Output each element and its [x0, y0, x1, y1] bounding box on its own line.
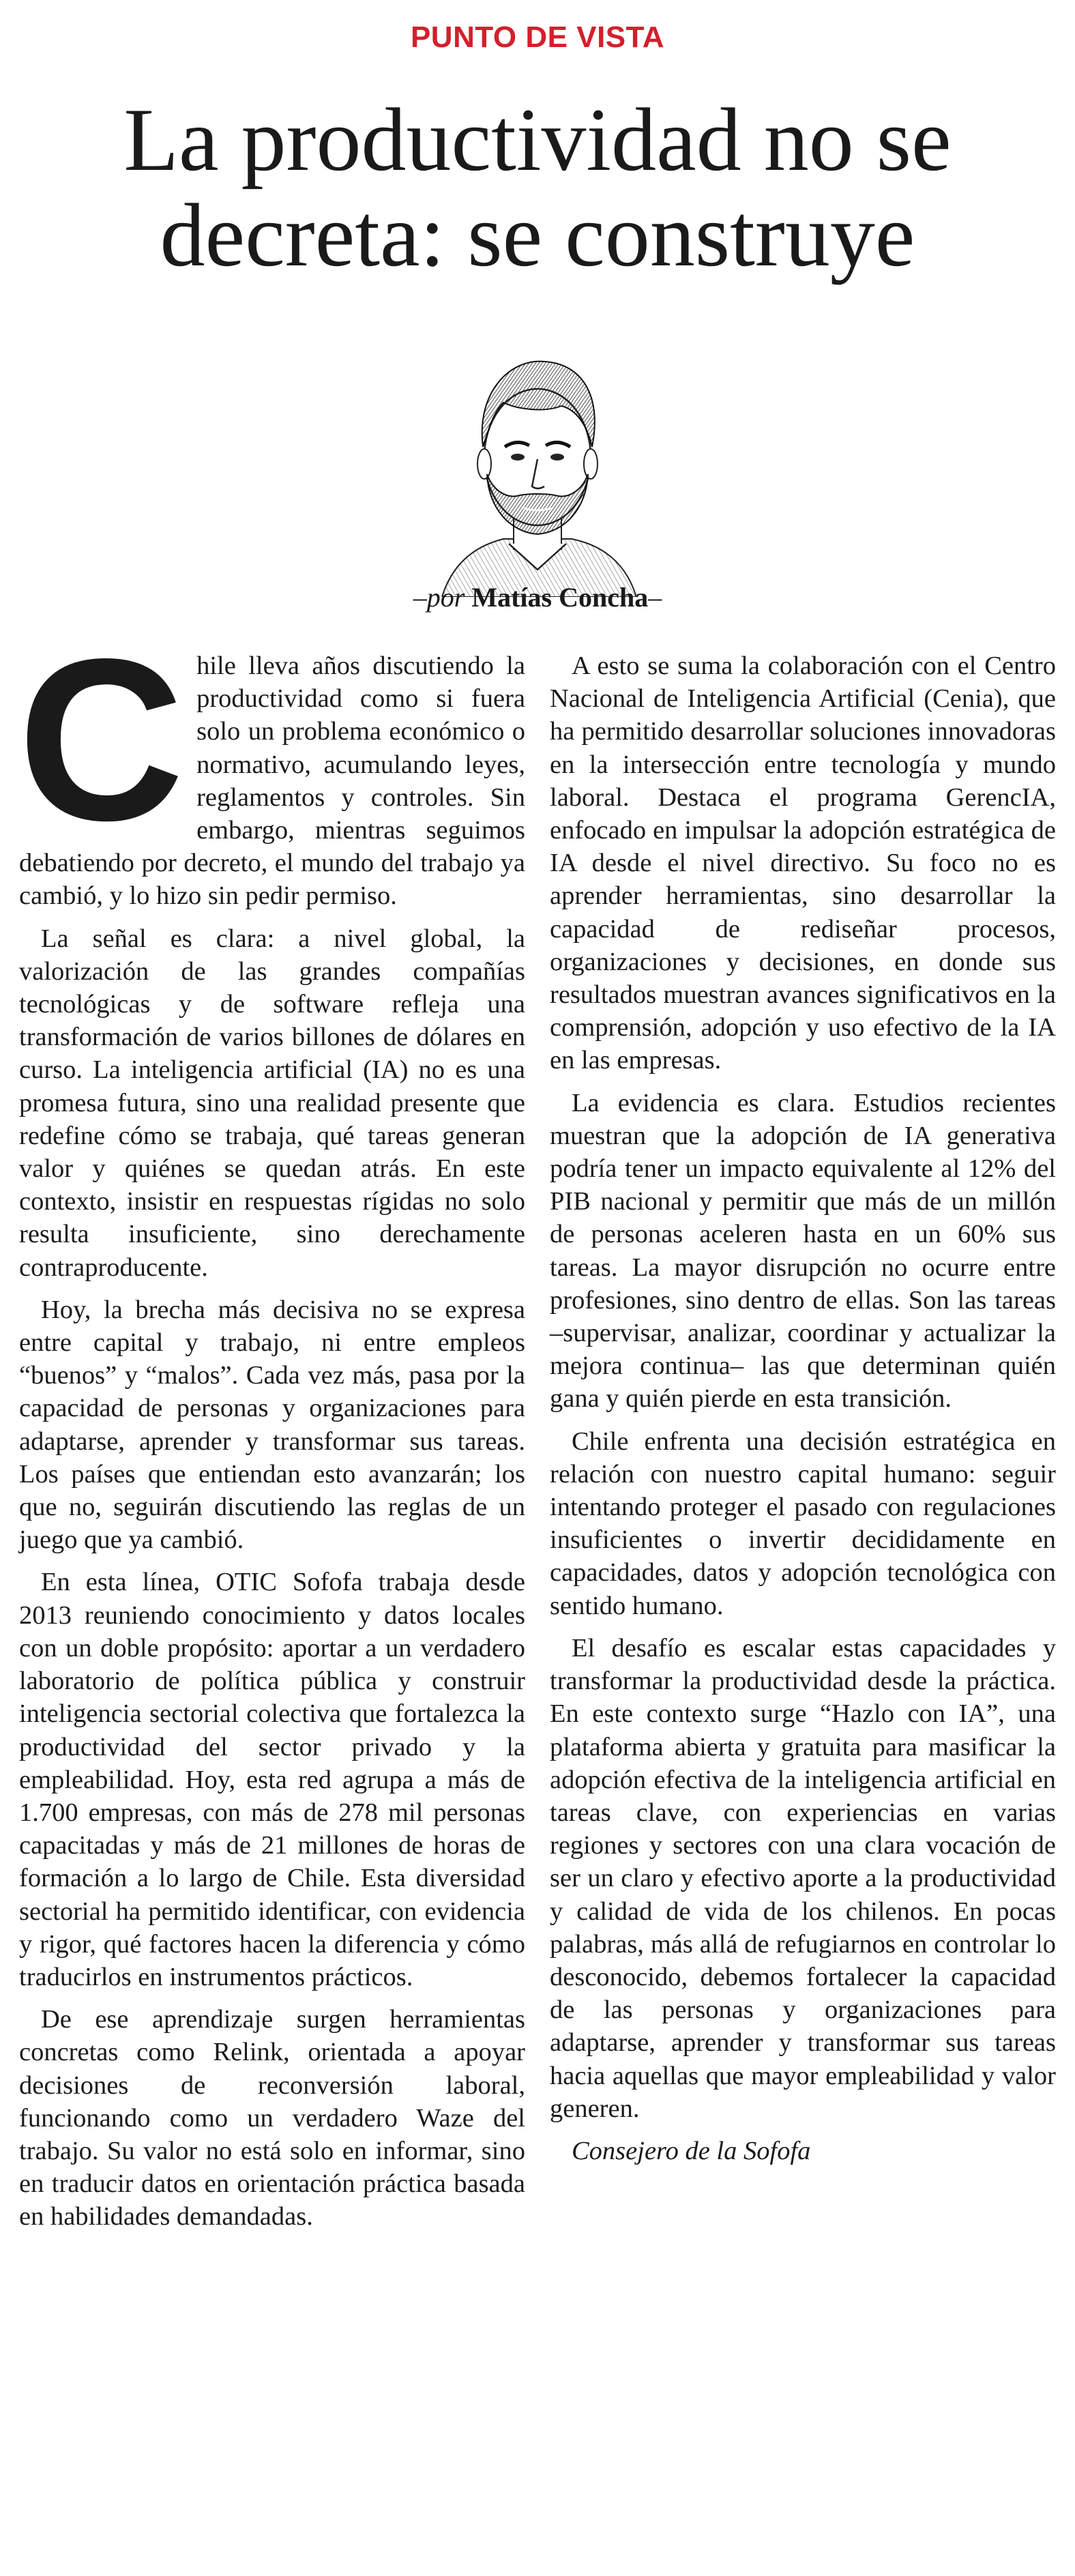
- article-paragraph: De ese aprendizaje surgen herramientas concretas como Relink, orientada a apoyar decisiones de reconversión laboral, funcionando como un verdadero Waze del trabajo. Su valor no está solo en informar, sino en traducir datos en orientación práctica basada en habilidades demandadas.: [19, 2005, 525, 2231]
- headline: La productividad no se decreta: se construye: [123, 89, 952, 285]
- author-portrait-illustration: [428, 345, 647, 597]
- article-paragraph: Chile enfrenta una decisión estratégica en relación con nuestro capital humano: seguir intentando proteger el pasado con regulaciones insuficientes o invertir decididamente en capacidades, datos y adopción tecnológica con sentido humano.: [550, 1426, 1056, 1620]
- article-column-left: [18, 611, 525, 2243]
- byline-suffix: –: [648, 582, 662, 613]
- article-paragraph: La señal es clara: a nivel global, la valorización de las grandes compañías tecnológicas y de software refleja una transformación de varios billones de dólares en curso. La inteligencia artificial (IA) no es una promesa futura, sino una realidad presente que redefine cómo se trabaja, qué tareas generan valor y quiénes se quedan atrás. En este contexto, insistir en respuestas rígidas no solo resulta insuficiente, sino derechamente contraproducente.: [19, 924, 525, 1282]
- article-paragraph: A esto se suma la colaboración con el Centro Nacional de Inteligencia Artificial (Cenia), que ha permitido desarrollar soluciones innovadoras en la intersección entre tecnología y mundo laboral. Destaca el programa GerencIA, enfocado en impulsar la adopción estratégica de IA desde el nivel directivo. Su foco no es aprender herramientas, sino desarrollar la capacidad de rediseñar procesos, organizaciones y decisiones, en donde sus resultados muestran avances significativos en la comprensión, adopción y uso efectivo de la IA en las empresas.: [550, 652, 1056, 1075]
- article-paragraph: En esta línea, OTIC Sofofa trabaja desde 2013 reuniendo conocimiento y datos locales con un doble propósito: aportar a un verdadero laboratorio de política pública y construir inteligencia sectorial colectiva que fortalezca la productividad del sector privado y la empleabilidad. Hoy, esta red agrupa a más de 1.700 empresas, con más de 278 mil personas capacitadas y más de 21 millones de horas de formación a lo largo de Chile. Esta diversidad sectorial ha permitido identificar, con evidencia y rigor, qué factores hacen la diferencia y cómo traducirlos en instrumentos prácticos.: [19, 1568, 525, 1991]
- article-paragraph: La evidencia es clara. Estudios recientes muestran que la adopción de IA generativa podría tener un impacto equivalente al 12% del PIB nacional y permitir que más de un millón de personas aceleren hasta en un 60% sus tareas. La mayor disrupción no ocurre entre profesiones, sino dentro de ellas. Son las tareas –supervisar, analizar, coordinar y actualizar la mejora continua– las que determinan quién gana y quién pierde en esta transición.: [550, 1088, 1056, 1414]
- article-column-right: [550, 649, 1056, 2177]
- byline: [0, 581, 1075, 613]
- byline-prefix: –por: [413, 582, 465, 613]
- article-paragraph: [18, 611, 525, 913]
- drop-cap: C: [18, 611, 185, 868]
- article-paragraph: El desafío es escalar estas capacidades y transformar la productividad desde la práctica. En este contexto surge “Hazlo con IA”, una plataforma abierta y gratuita para masificar la adopción efectiva de la inteligencia artificial en tareas clave, con experiencias en varias regiones y sectores con una clara vocación de ser un claro y efectivo aporte a la productividad y calidad de vida de los chilenos. En pocas palabras, más allá de refugiarnos en controlar lo desconocido, debemos fortalecer la capacidad de las personas y organizaciones para adaptarse, aprender y transformar sus tareas hacia aquellas que mayor empleabilidad y valor generen.: [550, 1633, 1056, 2123]
- section-label: PUNTO DE VISTA: [410, 20, 665, 54]
- article-paragraph: Hoy, la brecha más decisiva no se expresa entre capital y trabajo, ni entre empleos “buenos” y “malos”. Cada vez más, pasa por la capacidad de personas y organizaciones para adaptarse, aprender y transformar sus tareas. Los países que entiendan esto avanzarán; los que no, seguirán discutiendo las reglas de un juego que ya cambió.: [19, 1295, 525, 1555]
- author-signature: Consejero de la Sofofa: [572, 2136, 811, 2165]
- author-name: Matías Concha: [471, 582, 649, 613]
- paragraph-text: hile lleva años discutiendo la productividad como si fuera solo un problema económico o normativo, acumulando leyes, reglamentos y controles. Sin embargo, mientras seguimos debatiendo por decreto, el mundo del trabajo ya cambió, y lo hizo sin pedir permiso.: [19, 652, 525, 911]
